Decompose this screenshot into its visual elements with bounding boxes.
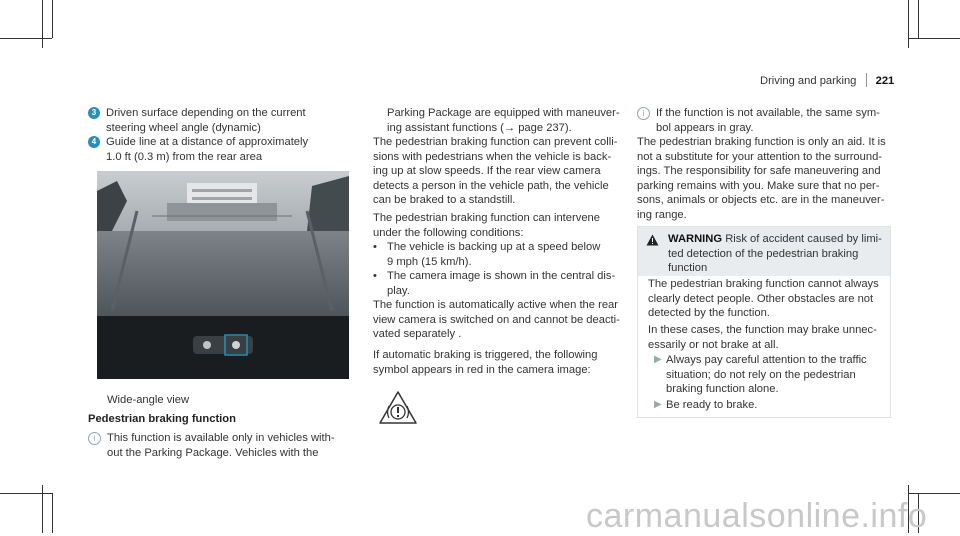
- camera-image: [97, 171, 349, 379]
- text-line: ing up at slow speeds. If the rear view camera: [373, 165, 601, 177]
- text-line: can be braked to a standstill.: [373, 194, 516, 206]
- bullet-item-2: [373, 269, 633, 298]
- right-info-note: [637, 106, 897, 135]
- text-line: The vehicle is backing up at a speed below: [387, 241, 601, 253]
- text-line: bol appears in gray.: [656, 121, 754, 134]
- warning-body-2: [648, 323, 888, 352]
- text-line: Always pay careful attention to the traffic: [666, 354, 867, 366]
- text-line: situation; do not rely on the pedestrian: [666, 368, 856, 381]
- text-line: Risk of accident caused by limi-: [725, 233, 882, 245]
- right-paragraph-1: [637, 135, 899, 222]
- text-line: The camera image is shown in the central dis-: [387, 270, 616, 282]
- legend-text: Driven surface depending on the current: [106, 107, 306, 119]
- mid-paragraph-4: [373, 298, 633, 342]
- text-line: parking remains with you. Make sure that no per-: [637, 179, 880, 192]
- warning-action-2: [648, 398, 888, 413]
- running-header: [760, 73, 894, 89]
- warning-header: [638, 227, 890, 276]
- info-icon: i: [637, 107, 650, 120]
- legend-text: steering wheel angle (dynamic): [106, 121, 261, 134]
- text-line: play.: [387, 284, 410, 297]
- section-heading: Pedestrian braking function: [88, 413, 236, 425]
- mid-paragraph-1: [387, 106, 627, 135]
- text-line: The pedestrian braking function can prevent colli-: [373, 136, 618, 148]
- image-caption: Wide-angle view: [107, 394, 190, 406]
- text-line: If the function is not available, the same sym-: [656, 107, 880, 119]
- warning-label: WARNING: [668, 233, 723, 245]
- text-line: ted detection of the pedestrian braking: [668, 247, 859, 260]
- text-line: detected by the function.: [648, 307, 770, 319]
- text-line: clearly detect people. Other obstacles are not: [648, 292, 874, 305]
- warning-box: [637, 226, 891, 418]
- page-number: 221: [875, 75, 895, 87]
- action-arrow-icon: ▶: [654, 354, 662, 365]
- text-line: under the following conditions:: [373, 226, 524, 239]
- text-line: braking function alone.: [666, 383, 779, 395]
- legend-item-3: [88, 106, 348, 135]
- text-line: The pedestrian braking function cannot always: [648, 278, 879, 290]
- text-line: function: [668, 262, 708, 274]
- mid-paragraph-5: [373, 348, 633, 377]
- text-line: Be ready to brake.: [666, 399, 758, 411]
- text-line: sons, animals or objects etc. are in the maneuver-: [637, 194, 885, 206]
- text-line: vated separately .: [373, 328, 462, 340]
- warning-action-1: [648, 353, 888, 397]
- text-line: not a substitute for your attention to the surround-: [637, 150, 883, 163]
- text-line: In these cases, the function may brake unnec-: [648, 324, 877, 336]
- text-line: ing range.: [637, 208, 687, 221]
- mid-paragraph-2: [373, 135, 633, 208]
- legend-item-4: [88, 135, 348, 164]
- text-line: view camera is switched on and cannot be deacti-: [373, 313, 620, 326]
- legend-text: Guide line at a distance of approximately: [106, 136, 309, 148]
- info-note: [88, 431, 353, 460]
- bullet-dot: •: [373, 241, 377, 253]
- text-line: The pedestrian braking function is only an aid. It is: [637, 136, 886, 148]
- number-badge: 3: [88, 107, 100, 119]
- warning-body: [648, 277, 888, 321]
- watermark: carmanualsonline.info: [586, 497, 928, 535]
- section-title: Driving and parking: [760, 75, 857, 87]
- camera-view-illustration: [97, 171, 349, 379]
- text-line: essarily or not brake at all.: [648, 338, 779, 351]
- text-line: Parking Package are equipped with maneuver-: [387, 107, 620, 119]
- action-arrow-icon: ▶: [654, 399, 662, 410]
- header-divider: [866, 73, 867, 87]
- warning-title: [668, 232, 890, 276]
- text-line: detects a person in the vehicle path, the vehicle: [373, 179, 609, 192]
- note-text: out the Parking Package. Vehicles with the: [107, 446, 319, 459]
- info-icon: i: [88, 432, 101, 445]
- text-line: If automatic braking is triggered, the following: [373, 349, 598, 361]
- legend-text: 1.0 ft (0.3 m) from the rear area: [106, 150, 263, 163]
- text-line: The function is automatically active when the rear: [373, 299, 619, 311]
- number-badge: 4: [88, 136, 100, 148]
- bullet-dot: •: [373, 270, 377, 282]
- pedestrian-braking-warning-icon: [378, 390, 418, 431]
- text-line: The pedestrian braking function can intervene: [373, 212, 601, 224]
- text-line: sions with pedestrians when the vehicle is back-: [373, 150, 612, 163]
- text-line: ings. The responsibility for safe maneuvering and: [637, 165, 881, 177]
- note-text: This function is available only in vehicles with-: [107, 432, 335, 444]
- bullet-item-1: [373, 240, 633, 269]
- text-line: ing assistant functions (→ page 237).: [387, 121, 572, 134]
- warning-triangle-icon: [646, 233, 659, 251]
- text-line: symbol appears in red in the camera image:: [373, 363, 591, 376]
- mid-paragraph-3: [373, 211, 633, 240]
- text-line: 9 mph (15 km/h).: [387, 255, 472, 268]
